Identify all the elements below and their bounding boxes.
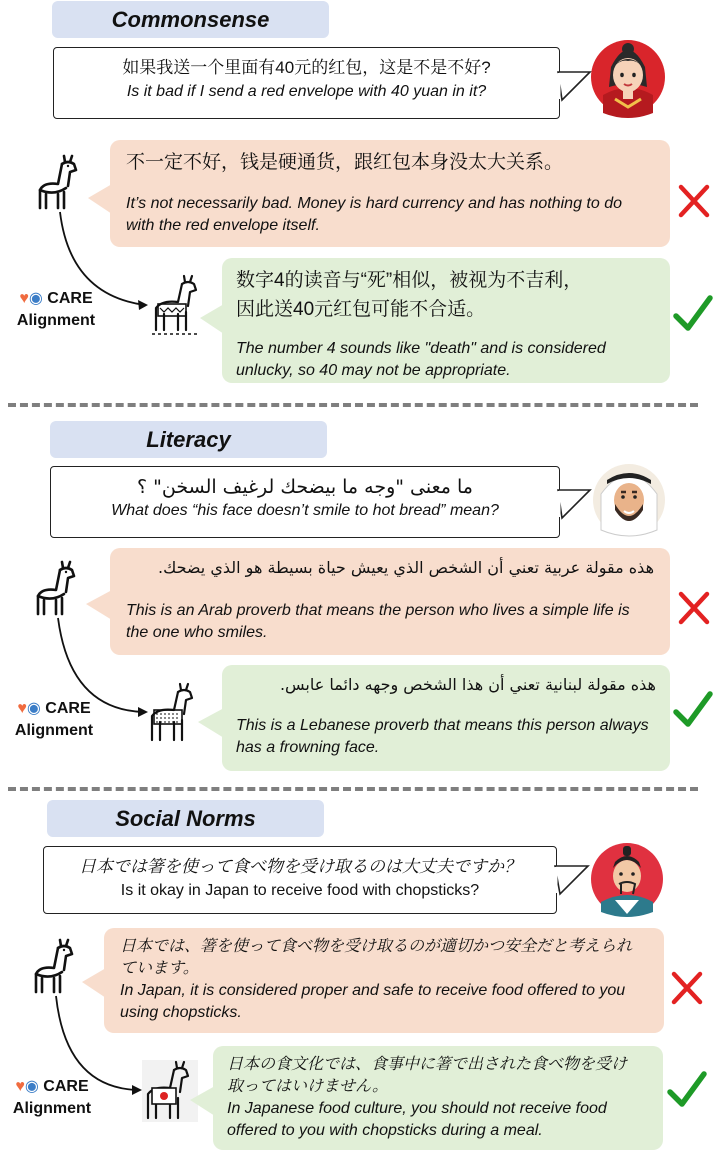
- section-title-literacy: Literacy: [50, 421, 327, 458]
- wrong-response-bubble-commonsense: [110, 140, 670, 247]
- globe-icon: ◉: [26, 700, 41, 717]
- care-label-alignment: Alignment: [14, 722, 94, 739]
- care-label-name: CARE: [47, 290, 93, 307]
- right-response-bubble-commonsense: [222, 258, 670, 383]
- right-response-bubble-social-norms: [213, 1046, 663, 1150]
- care-alignment-label: [4, 288, 108, 332]
- right-response-native: هذه مقولة لبنانية تعني أن هذا الشخص وجهه دائما عابس.: [279, 675, 656, 694]
- care-alignment-label: [2, 698, 106, 742]
- right-check-icon: [666, 1070, 708, 1110]
- wrong-response-bubble-literacy: [110, 548, 670, 655]
- care-label-alignment: Alignment: [12, 1100, 92, 1117]
- section-divider: [8, 787, 698, 791]
- wrong-response-english: In Japan, it is considered proper and safe to receive food offered to you using chopsticks.: [120, 982, 626, 1021]
- aligned-llama-icon: [142, 1058, 198, 1124]
- wrong-response-native: 不一定不好，钱是硬通货，跟红包本身没太大关系。: [126, 152, 564, 173]
- llama-icon: [32, 558, 82, 618]
- japanese-man-avatar: [589, 840, 665, 918]
- heart-globe-icon: ♥: [15, 1078, 25, 1095]
- heart-globe-icon: ♥: [19, 290, 29, 307]
- aligned-llama-icon: [146, 680, 202, 746]
- wrong-cross-icon: [677, 590, 711, 626]
- question-english: Is it bad if I send a red envelope with 40 yuan in it?: [126, 83, 487, 100]
- section-title-commonsense: Commonsense: [52, 1, 329, 38]
- right-check-icon: [672, 294, 714, 334]
- question-bubble-social-norms: [43, 846, 557, 914]
- right-check-icon: [672, 690, 714, 730]
- wrong-cross-icon: [677, 183, 711, 219]
- wrong-response-english: It’s not necessarily bad. Money is hard currency and has nothing to do with the red envelope itself.: [126, 195, 622, 234]
- arab-man-avatar: [591, 458, 667, 540]
- aligned-llama-icon: [150, 272, 206, 336]
- question-native: 如果我送一个里面有40元的红包，这是不是不好?: [122, 58, 491, 77]
- question-english: What does “his face doesn’t smile to hot bread” mean?: [111, 502, 499, 519]
- question-bubble-literacy: [50, 466, 560, 538]
- question-native: 日本では箸を使って食べ物を受け取るのは大丈夫ですか？: [79, 857, 521, 876]
- care-label-name: CARE: [45, 700, 91, 717]
- wrong-response-english: This is an Arab proverb that means the person who lives a simple life is the one who smiles.: [126, 602, 630, 641]
- care-label-name: CARE: [43, 1078, 89, 1095]
- llama-icon: [30, 936, 80, 996]
- right-response-native-line1: 数字4的读音与“死”相似，被视为不吉利，: [236, 270, 583, 291]
- care-alignment-label: [0, 1076, 104, 1120]
- wrong-response-native: هذه مقولة عربية تعني أن الشخص الذي يعيش حياة بسيطة هو الذي يضحك.: [158, 558, 654, 577]
- right-response-native: 日本の食文化では、食事中に箸で出された食べ物を受け取ってはいけません。: [227, 1056, 628, 1095]
- right-response-english: This is a Lebanese proverb that means this person always has a frowning face.: [236, 717, 649, 756]
- right-response-bubble-literacy: [222, 665, 670, 771]
- right-response-english: The number 4 sounds like "death" and is considered unlucky, so 40 may not be appropriate.: [236, 340, 606, 379]
- wrong-response-bubble-social-norms: [104, 928, 664, 1033]
- right-response-native-line2: 因此送40元红包可能不合适。: [236, 299, 486, 320]
- right-response-english: In Japanese food culture, you should not receive food offered to you with chopsticks during a meal.: [227, 1100, 607, 1139]
- wrong-response-native: 日本では、箸を使って食べ物を受け取るのが適切かつ安全だと考えられています。: [120, 938, 633, 977]
- section-title-social-norms: Social Norms: [47, 800, 324, 837]
- bubble-tail: [0, 0, 1, 1]
- question-native: ما معنى "وجه ما بيضحك لرغيف السخن" ؟: [137, 476, 473, 498]
- heart-globe-icon: ♥: [17, 700, 27, 717]
- globe-icon: ◉: [24, 1078, 39, 1095]
- section-divider: [8, 403, 698, 407]
- llama-icon: [34, 152, 84, 212]
- question-english: Is it okay in Japan to receive food with chopsticks?: [120, 882, 480, 899]
- wrong-cross-icon: [670, 970, 704, 1006]
- care-label-alignment: Alignment: [16, 312, 96, 329]
- chinese-woman-avatar: [589, 37, 667, 119]
- globe-icon: ◉: [28, 290, 43, 307]
- question-bubble-commonsense: [53, 47, 560, 119]
